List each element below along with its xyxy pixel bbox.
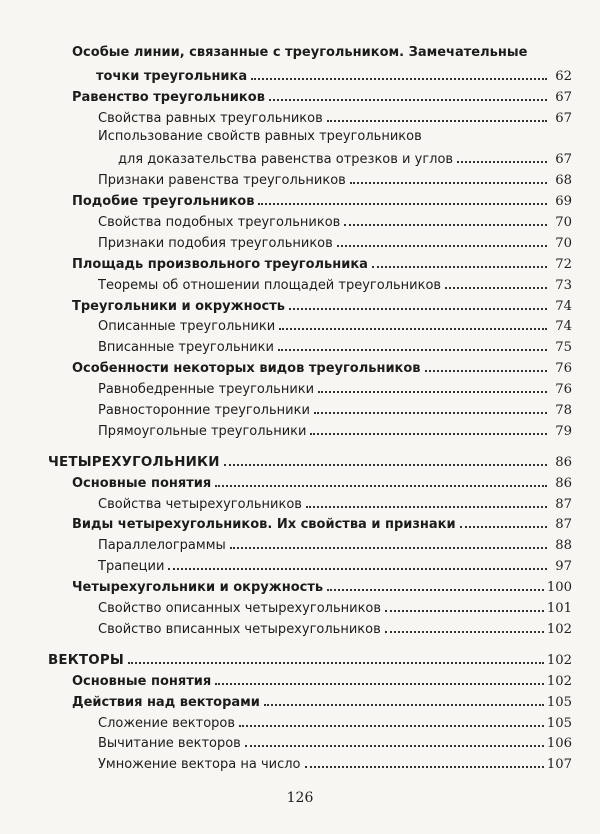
toc-item[interactable]: [48, 732, 572, 753]
toc-item[interactable]: [48, 377, 572, 398]
leader-dots: [251, 78, 547, 80]
toc-page-number: 67: [555, 89, 572, 105]
section-gap: [48, 638, 572, 648]
toc-entry-title: Свойства равных треугольников: [98, 110, 323, 126]
toc-item[interactable]: [48, 617, 572, 638]
toc-page-number: 101: [546, 601, 572, 617]
toc-entry-title: Площадь произвольного треугольника: [72, 256, 368, 272]
leader-dots: [372, 266, 547, 268]
toc-subsection[interactable]: [48, 252, 572, 273]
toc-page-number: 78: [555, 403, 572, 419]
toc-item[interactable]: [48, 168, 572, 189]
toc-entry-title: Особенности некоторых видов треугольников: [72, 361, 421, 377]
toc-entry-title: Свойства четырехугольников: [98, 496, 302, 512]
toc-page-number: 102: [546, 621, 572, 637]
toc-page-number: 74: [555, 298, 572, 314]
table-of-contents: [48, 43, 572, 773]
toc-item[interactable]: [48, 106, 572, 127]
leader-dots: [258, 203, 547, 205]
toc-entry-title: Параллелограммы: [98, 538, 226, 554]
toc-entry-title: Основные понятия: [72, 475, 212, 491]
toc-page-number: 70: [555, 215, 572, 231]
toc-page-number: 70: [555, 235, 572, 251]
leader-dots: [239, 725, 544, 727]
toc-page-number: 86: [555, 475, 572, 491]
leader-dots: [306, 506, 547, 508]
leader-dots: [168, 568, 547, 570]
toc-entry-title: Равнобедренные треугольники: [98, 382, 315, 398]
leader-dots: [385, 610, 544, 612]
toc-page-number: 102: [546, 673, 572, 689]
toc-entry-title: Треугольники и окружность: [72, 298, 285, 314]
toc-section[interactable]: [48, 450, 572, 471]
toc-entry-title: Подобие треугольников: [72, 194, 255, 210]
toc-entry-title-cont: точки треугольника: [96, 68, 248, 84]
toc-item[interactable]: [48, 596, 572, 617]
leader-dots: [460, 526, 547, 528]
toc-entry-title: Свойство вписанных четырехугольников: [98, 621, 381, 637]
toc-item[interactable]: [48, 315, 572, 336]
toc-entry-title: Прямоугольные треугольники: [98, 423, 307, 439]
toc-page-number: 106: [546, 736, 572, 752]
toc-item[interactable]: [48, 335, 572, 356]
leader-dots: [289, 308, 547, 310]
toc-item[interactable]: [48, 210, 572, 231]
toc-page-number: 75: [555, 340, 572, 356]
leader-dots: [425, 370, 547, 372]
toc-entry-title: Вписанные треугольники: [98, 340, 274, 356]
toc-entry-continuation: [98, 147, 572, 168]
toc-entry-title: Равносторонние треугольники: [98, 403, 310, 419]
leader-dots: [350, 182, 547, 184]
toc-page-number: 68: [555, 173, 572, 189]
toc-item[interactable]: [48, 492, 572, 513]
toc-item[interactable]: [48, 398, 572, 419]
toc-item[interactable]: [48, 127, 572, 169]
leader-dots: [318, 391, 547, 393]
toc-page-number: 72: [555, 256, 572, 272]
leader-dots: [327, 589, 544, 591]
toc-item[interactable]: [48, 273, 572, 294]
toc-entry-title: Теоремы об отношении площадей треугольников: [98, 277, 442, 293]
toc-entry-title: Равенство треугольников: [72, 89, 265, 105]
toc-subsection[interactable]: [48, 471, 572, 492]
toc-page-number: 67: [555, 110, 572, 126]
toc-entry-title: Использование свойств равных треугольников: [98, 128, 422, 144]
toc-page-number: 87: [555, 517, 572, 533]
toc-entry-title: Описанные треугольники: [98, 319, 276, 335]
toc-entry-title: Четырехугольники и окружность: [72, 580, 324, 596]
toc-item[interactable]: [48, 231, 572, 252]
toc-entry-title: ЧЕТЫРЕХУГОЛЬНИКИ: [48, 454, 220, 470]
toc-entry-title: Действия над векторами: [72, 694, 260, 710]
leader-dots: [385, 631, 544, 633]
toc-entry-title: Виды четырехугольников. Их свойства и признаки: [72, 517, 456, 533]
leader-dots: [128, 662, 544, 664]
section-gap: [48, 440, 572, 450]
toc-page-number: 76: [555, 361, 572, 377]
toc-entry-title: Признаки равенства треугольников: [98, 173, 346, 189]
toc-entry-title: Свойство описанных четырехугольников: [98, 601, 382, 617]
toc-section[interactable]: [48, 648, 572, 669]
leader-dots: [215, 683, 544, 685]
toc-entry-title: Вычитание векторов: [98, 736, 241, 752]
leader-dots: [215, 485, 547, 487]
toc-subsection[interactable]: [48, 356, 572, 377]
toc-entry-title: Умножение вектора на число: [98, 757, 301, 773]
toc-page-number: 88: [555, 538, 572, 554]
toc-item[interactable]: [48, 533, 572, 554]
leader-dots: [278, 349, 547, 351]
toc-page-number: 107: [546, 757, 572, 773]
toc-entry-title: Сложение векторов: [98, 715, 236, 731]
toc-subsection[interactable]: [48, 669, 572, 690]
toc-entry-title: ВЕКТОРЫ: [48, 652, 124, 668]
toc-item[interactable]: [48, 711, 572, 732]
toc-subsection[interactable]: [48, 690, 572, 711]
toc-entry-title: Трапеции: [98, 559, 165, 575]
toc-entry-title: Основные понятия: [72, 673, 212, 689]
toc-page-number: 74: [555, 319, 572, 335]
leader-dots: [264, 704, 544, 706]
toc-page-number: 105: [546, 694, 572, 710]
toc-page-number: 69: [555, 194, 572, 210]
leader-dots: [279, 328, 547, 330]
toc-page-number: 79: [555, 423, 572, 439]
toc-page-number: 76: [555, 382, 572, 398]
leader-dots: [269, 99, 547, 101]
toc-subsection[interactable]: [48, 43, 572, 85]
toc-page-number: 67: [555, 152, 572, 168]
leader-dots: [230, 547, 547, 549]
toc-entry-title: Свойства подобных треугольников: [98, 215, 341, 231]
leader-dots: [344, 224, 547, 226]
toc-item[interactable]: [48, 752, 572, 773]
leader-dots: [224, 464, 547, 466]
leader-dots: [445, 287, 547, 289]
toc-page-number: 86: [555, 454, 572, 470]
toc-entry-title: Особые линии, связанные с треугольником. Замечательные: [72, 45, 528, 60]
toc-page-number: 100: [546, 580, 572, 596]
toc-page-number: 97: [555, 559, 572, 575]
toc-page-number: 62: [555, 68, 572, 84]
leader-dots: [314, 412, 547, 414]
toc-page-number: 105: [546, 715, 572, 731]
toc-entry-title-cont: для доказательства равенства отрезков и углов: [118, 152, 454, 168]
leader-dots: [457, 161, 547, 163]
toc-page-number: 102: [546, 652, 572, 668]
toc-subsection[interactable]: [48, 85, 572, 106]
toc-subsection[interactable]: [48, 513, 572, 534]
toc-item[interactable]: [48, 419, 572, 440]
toc-page-number: 87: [555, 496, 572, 512]
toc-entry-continuation: [72, 64, 572, 85]
toc-item[interactable]: [48, 554, 572, 575]
toc-subsection[interactable]: [48, 189, 572, 210]
leader-dots: [245, 745, 544, 747]
leader-dots: [327, 120, 547, 122]
page-number: 126: [286, 790, 314, 806]
leader-dots: [305, 766, 544, 768]
leader-dots: [310, 433, 547, 435]
toc-page-number: 73: [555, 277, 572, 293]
toc-subsection[interactable]: [48, 294, 572, 315]
toc-subsection[interactable]: [48, 575, 572, 596]
toc-entry-title: Признаки подобия треугольников: [98, 235, 333, 251]
leader-dots: [337, 245, 547, 247]
